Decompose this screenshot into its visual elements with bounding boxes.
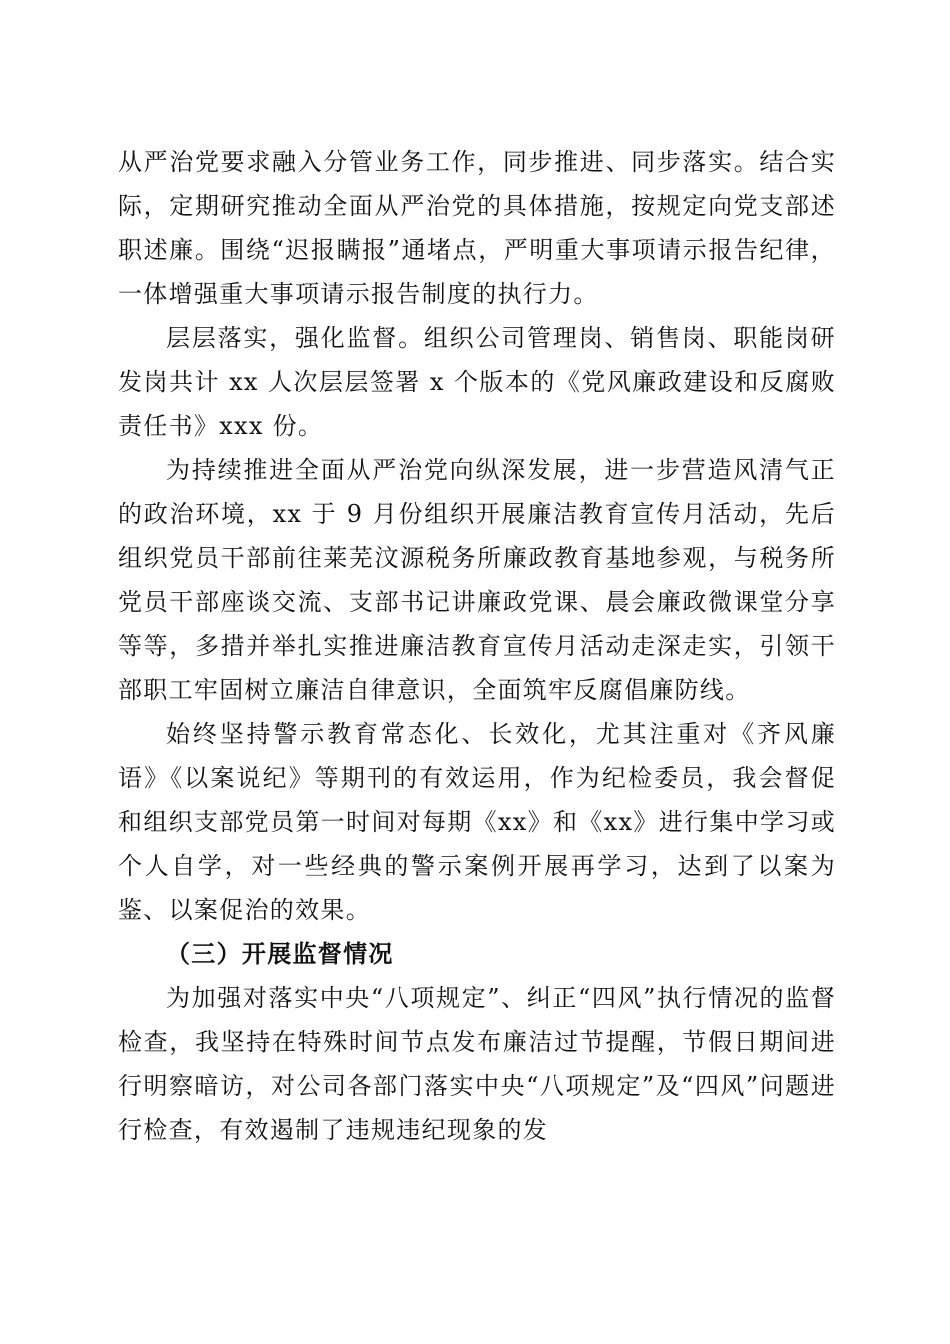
document-body (118, 140, 836, 1152)
paragraph-education-month: 为持续推进全面从严治党向纵深发展，进一步营造风清气正的政治环境，xx 于 9 月份组织开展廉洁教育宣传月活动，先后组织党员干部前往莱芜汶源税务所廉政教育基地参观，与税务所党员干部座谈交流、支部书记讲廉政党课、晨会廉政微课堂分享等等，多措并举扎实推进廉洁教育宣传月活动走深走实，引领干部职工牢固树立廉洁自律意识，全面筑牢反腐倡廉防线。 (118, 456, 836, 704)
section-heading: （三）开展监督情况 (166, 939, 394, 968)
paragraph-layered-implementation: 层层落实，强化监督。组织公司管理岗、销售岗、职能岗研发岗共计 xx 人次层层签署 x 个版本的《党风廉政建设和反腐败责任书》xxx 份。 (118, 324, 837, 440)
paragraph-supervision: 为加强对落实中央“八项规定”、纠正“四风”执行情况的监督检查，我坚持在特殊时间节点发布廉洁过节提醒，节假日期间进行明察暗访，对公司各部门落实中央“八项规定”及“四风”问题进行检查，有效遏制了违规违纪现象的发 (118, 984, 836, 1144)
paragraph-continuation: 从严治党要求融入分管业务工作，同步推进、同步落实。结合实际，定期研究推动全面从严治党的具体措施，按规定向党支部述职述廉。围绕“迟报瞒报”通堵点，严明重大事项请示报告纪律，一体增强重大事项请示报告制度的执行力。 (118, 148, 836, 308)
paragraph-warning-education: 始终坚持警示教育常态化、长效化，尤其注重对《齐风廉语》《以案说纪》等期刊的有效运用，作为纪检委员，我会督促和组织支部党员第一时间对每期《xx》和《xx》进行集中学习或个人自学，对一些经典的警示案例开展再学习，达到了以案为鉴、以案促治的效果。 (118, 720, 836, 924)
